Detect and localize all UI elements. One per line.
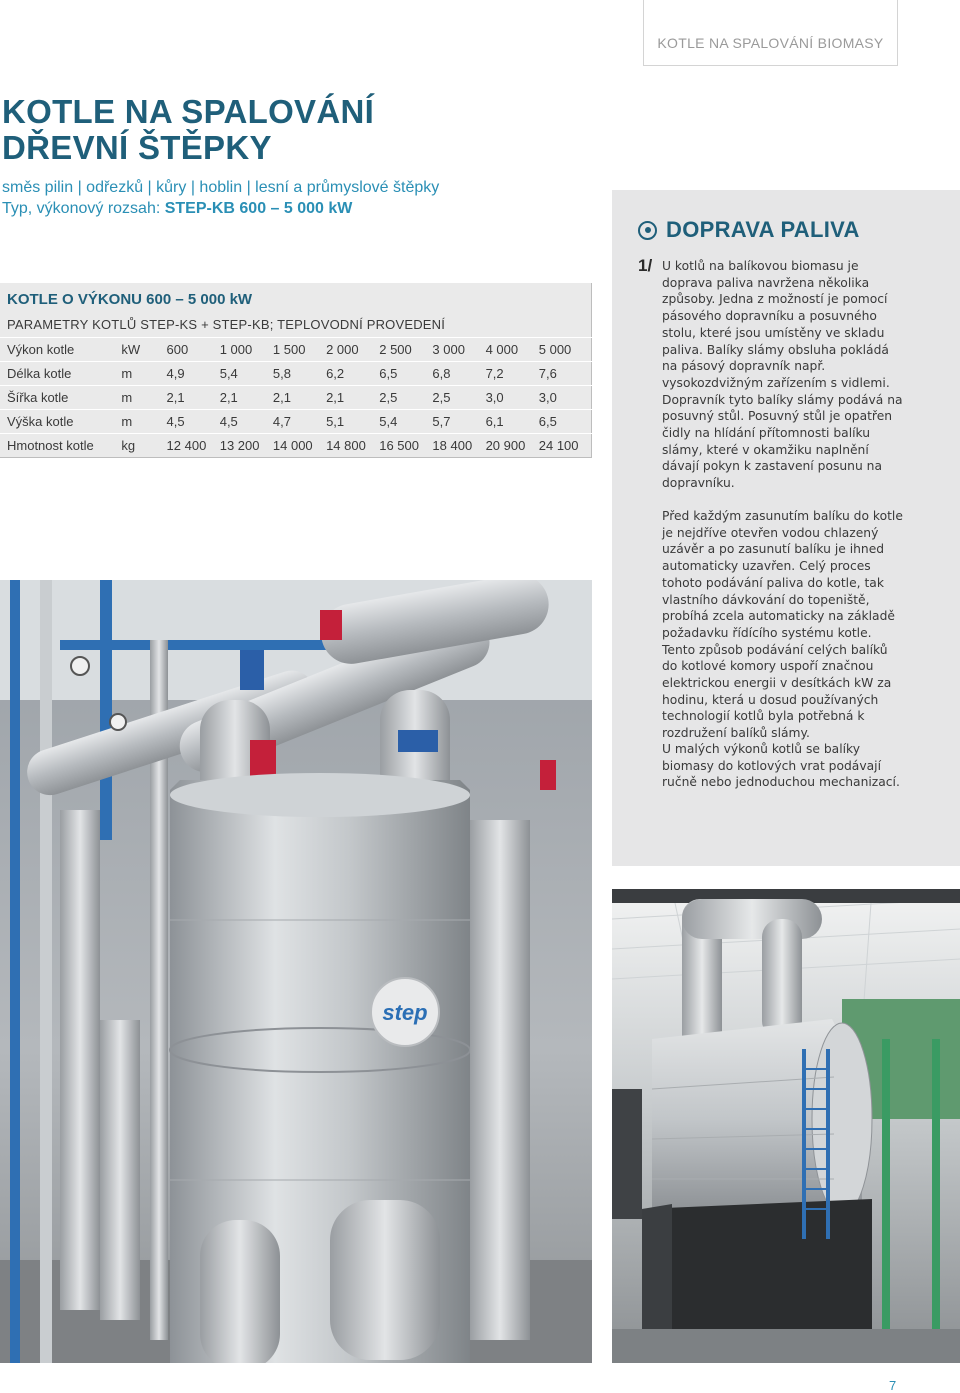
page-title-line2: DŘEVNÍ ŠTĚPKY xyxy=(2,129,272,166)
power-range xyxy=(2,198,602,219)
parameter-value: 6,5 xyxy=(539,410,592,434)
boiler-photo xyxy=(612,889,960,1363)
parameter-value: 4,9 xyxy=(167,362,220,386)
parameter-value: 2,5 xyxy=(432,386,485,410)
parameter-unit: m xyxy=(121,386,166,410)
parameter-value: 2,1 xyxy=(326,386,379,410)
parameter-value: 6,2 xyxy=(326,362,379,386)
parameter-value: 13 200 xyxy=(220,434,273,458)
power-range-label: Typ, výkonový rozsah: xyxy=(2,200,165,217)
parameter-label: Výška kotle xyxy=(0,410,121,434)
parameter-label: Délka kotle xyxy=(0,362,121,386)
parameter-value: 3,0 xyxy=(486,386,539,410)
fuel-materials: směs pilin | odřezků | kůry | hoblin | lesní a průmyslové štěpky xyxy=(2,179,440,196)
parameter-value: 6,8 xyxy=(432,362,485,386)
subtitle xyxy=(2,177,602,219)
parameter-value: 2 500 xyxy=(379,338,432,362)
parameters-subheading: PARAMETRY KOTLŮ STEP-KS + STEP-KB; TEPLOVODNÍ PROVEDENÍ xyxy=(7,317,446,332)
parameter-value: 12 400 xyxy=(167,434,220,458)
parameter-value: 4 000 xyxy=(486,338,539,362)
paragraph-2: Před každým zasunutím balíku do kotle je nejdříve otevřen vodou chlazený uzávěr a po zasunutí balíku je ihned automaticky uzavřen. Celý proces tohoto podávání paliva do kotle, tak vlastního dávkování do topeniště, probíhá zcela automaticky na základě požadavku řídícího systému kotle. Tento způsob podávání celých balíků do kotlové komory uspoří značnou elektrickou energii v desítkách kW za hodinu, která u dosud používaných technologií kotlů byla potřebná k rozdružení balíků slámy. xyxy=(662,509,903,741)
page-title-line1: KOTLE NA SPALOVÁNÍ xyxy=(2,93,375,130)
parameter-value: 7,6 xyxy=(539,362,592,386)
section-tab xyxy=(643,0,898,66)
parameter-value: 5,7 xyxy=(432,410,485,434)
parameter-label: Šířka kotle xyxy=(0,386,121,410)
section-number: 1/ xyxy=(638,256,653,275)
fuel-transport-sidebar xyxy=(612,190,960,866)
parameter-value: 4,7 xyxy=(273,410,326,434)
paragraph-3: U malých výkonů kotlů se balíky biomasy do kotlových vrat podávají ručně nebo jednoduchou mechanizací. xyxy=(662,742,900,790)
parameter-value: 16 500 xyxy=(379,434,432,458)
parameter-value: 5,4 xyxy=(379,410,432,434)
parameter-value: 6,1 xyxy=(486,410,539,434)
parameter-value: 1 500 xyxy=(273,338,326,362)
parameters-row xyxy=(0,386,592,410)
parameter-value: 2 000 xyxy=(326,338,379,362)
parameter-value: 2,5 xyxy=(379,386,432,410)
parameter-value: 2,1 xyxy=(273,386,326,410)
page-title xyxy=(2,94,602,166)
boiler-illustration xyxy=(612,889,960,1363)
parameter-value: 2,1 xyxy=(167,386,220,410)
parameter-value: 3,0 xyxy=(539,386,592,410)
parameters-heading: KOTLE O VÝKONU 600 – 5 000 kW xyxy=(7,291,253,308)
parameter-value: 1 000 xyxy=(220,338,273,362)
parameter-unit: m xyxy=(121,410,166,434)
parameter-value: 600 xyxy=(167,338,220,362)
parameter-value: 20 900 xyxy=(486,434,539,458)
parameters-row xyxy=(0,434,592,458)
parameter-value: 18 400 xyxy=(432,434,485,458)
fuel-transport-heading-text: DOPRAVA PALIVA xyxy=(666,217,860,242)
target-bullet-icon xyxy=(638,221,657,240)
parameter-value: 14 000 xyxy=(273,434,326,458)
parameter-value: 5,8 xyxy=(273,362,326,386)
power-range-value: STEP-KB 600 – 5 000 kW xyxy=(164,200,353,217)
parameter-value: 5,4 xyxy=(220,362,273,386)
parameter-value: 4,5 xyxy=(167,410,220,434)
parameter-value: 14 800 xyxy=(326,434,379,458)
boiler-room-photo xyxy=(0,580,592,1363)
page-number: 7 xyxy=(889,1378,897,1393)
boiler-room-illustration xyxy=(0,580,592,1363)
parameter-value: 6,5 xyxy=(379,362,432,386)
parameters-box xyxy=(0,283,592,458)
parameter-unit: kW xyxy=(121,338,166,362)
section-tab-label: KOTLE NA SPALOVÁNÍ BIOMASY xyxy=(657,35,884,51)
parameter-value: 4,5 xyxy=(220,410,273,434)
parameter-label: Hmotnost kotle xyxy=(0,434,121,458)
parameters-row xyxy=(0,362,592,386)
parameters-table xyxy=(0,337,592,458)
parameter-label: Výkon kotle xyxy=(0,338,121,362)
fuel-transport-heading xyxy=(638,217,860,243)
parameter-value: 5,1 xyxy=(326,410,379,434)
parameters-row xyxy=(0,410,592,434)
parameter-unit: kg xyxy=(121,434,166,458)
parameter-unit: m xyxy=(121,362,166,386)
parameter-value: 24 100 xyxy=(539,434,592,458)
step-logo: step xyxy=(382,1000,428,1025)
parameter-value: 3 000 xyxy=(432,338,485,362)
parameter-value: 2,1 xyxy=(220,386,273,410)
parameter-value: 7,2 xyxy=(486,362,539,386)
parameter-value: 5 000 xyxy=(539,338,592,362)
parameters-row xyxy=(0,338,592,362)
paragraph-1: U kotlů na balíkovou biomasu je doprava paliva navržena několika způsoby. Jedna z možností je pomocí pásového dopravníku a posuvného stolu, které jsou umístěny ve skladu paliva. Balíky slámy obsluha pokládá na pásový dopravník např. vysokozdvižným zařízením s vidlemi. Dopravník tyto balíky slámy podává na posuvný stůl. Posuvný stůl je opatřen čidly na hlídání přítomnosti balíku slámy, které v okamžiku naplnění dávají pokyn k zastavení posunu na dopravníku. xyxy=(662,259,903,491)
